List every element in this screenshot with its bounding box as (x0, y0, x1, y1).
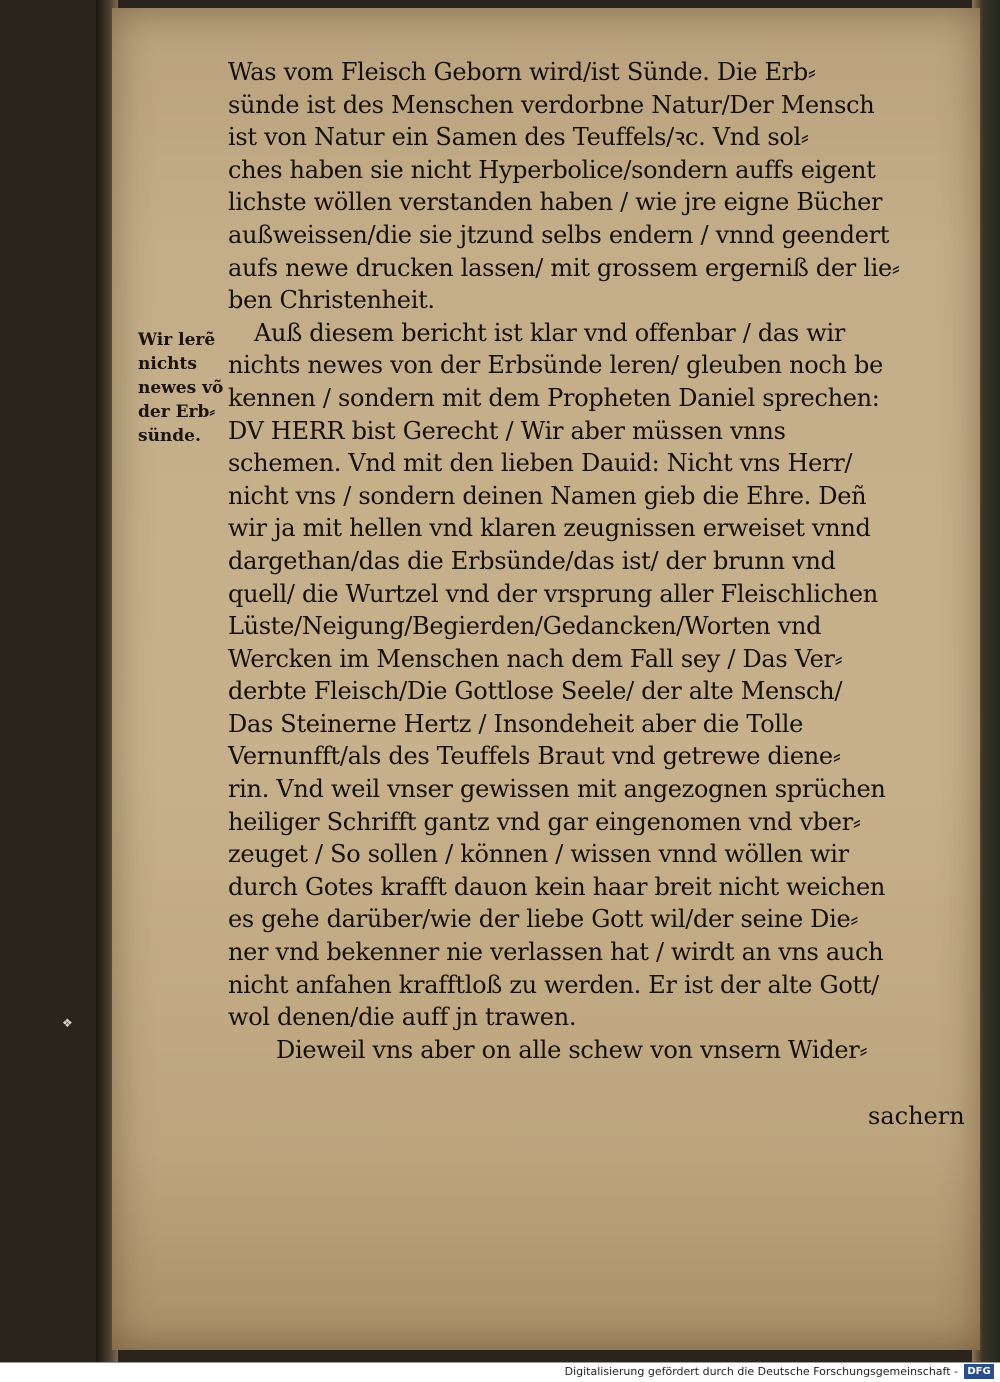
text-line: lichste wöllen verstanden haben / wie jre eigne Bücher (228, 188, 883, 217)
text-line: durch Gotes krafft dauon kein haar breit nicht weichen (228, 872, 886, 901)
footer-bar (0, 1362, 1000, 1382)
text-line: Das Steinerne Hertz / Insondeheit aber die Tolle (228, 709, 804, 738)
text-line: wol denen/die auff jn trawen. (228, 1003, 577, 1032)
text-line: ner vnd bekenner nie verlassen hat / wirdt an vns auch (228, 938, 884, 967)
text-line: rin. Vnd weil vnser gewissen mit angezognen sprüchen (228, 775, 886, 804)
text-line: kennen / sondern mit dem Propheten Daniel sprechen: (228, 383, 880, 412)
dfg-logo: DFG (964, 1364, 994, 1379)
text-line: es gehe darüber/wie der liebe Gott wil/der seine Die⸗ (228, 905, 859, 934)
margin-note-line: sünde. (138, 426, 201, 446)
text-line: Was vom Fleisch Geborn wird/ist Sünde. Die Erb⸗ (228, 58, 816, 86)
margin-note-line: newes võ (138, 378, 224, 398)
text-line: Wercken im Menschen nach dem Fall sey / Das Ver⸗ (228, 644, 843, 673)
text-line: aufs newe drucken lassen/ mit grossem ergerniß der lie⸗ (228, 253, 900, 282)
text-line: nicht vns / sondern deinen Namen gieb die Ehre. Deñ (228, 481, 867, 510)
text-line: Dieweil vns aber on alle schew von vnsern Wider⸗ (276, 1035, 868, 1064)
text-line: heiliger Schrifft gantz vnd gar eingenomen vnd vber⸗ (228, 807, 861, 836)
text-line: quell/ die Wurtzel vnd der vrsprung aller Fleischlichen (228, 579, 878, 608)
text-line: DV HERR bist Gerecht / Wir aber müssen vnns (228, 416, 786, 445)
text-line: nichts newes von der Erbsünde leren/ gleuben noch be (228, 351, 883, 380)
text-line: derbte Fleisch/Die Gottlose Seele/ der alte Mensch/ (228, 677, 843, 706)
ink-smudge: ❖ (62, 1016, 73, 1030)
text-line: ben Christenheit. (228, 286, 435, 315)
text-line: Auß diesem bericht ist klar vnd offenbar / das wir (254, 318, 846, 347)
text-line: außweissen/die sie jtzund selbs endern / vnnd geendert (228, 220, 890, 249)
text-line: ist von Natur ein Samen des Teuffels/ꝛc. Vnd sol⸗ (228, 123, 809, 152)
margin-note-line: nichts (138, 354, 197, 374)
text-line: ches haben sie nicht Hyperbolice/sondern auffs eigent (228, 155, 876, 184)
text-line: Vernunfft/als des Teuffels Braut vnd getrewe diene⸗ (228, 742, 841, 771)
text-line: schemen. Vnd mit den lieben Dauid: Nicht vns Herr/ (228, 449, 853, 478)
body-text (228, 56, 968, 1066)
text-line: dargethan/das die Erbsünde/das ist/ der brunn vnd (228, 546, 836, 575)
text-line: sünde ist des Menschen verdorbne Natur/Der Mensch (228, 90, 875, 119)
margin-note-line: der Erb⸗ (138, 402, 216, 422)
text-line: Lüste/Neigung/Begierden/Gedancken/Worten vnd (228, 612, 822, 641)
text-line: wir ja mit hellen vnd klaren zeugnissen erweiset vnnd (228, 514, 871, 543)
text-line: zeuget / So sollen / können / wissen vnnd wöllen wir (228, 840, 849, 869)
margin-note-line: Wir lerẽ (138, 330, 216, 350)
text-line: nicht anfahen krafftloß zu werden. Er ist der alte Gott/ (228, 970, 879, 999)
catchword: sachern (868, 1102, 965, 1130)
funding-credit: Digitalisierung gefördert durch die Deutsche Forschungsgemeinschaft - (564, 1365, 958, 1378)
